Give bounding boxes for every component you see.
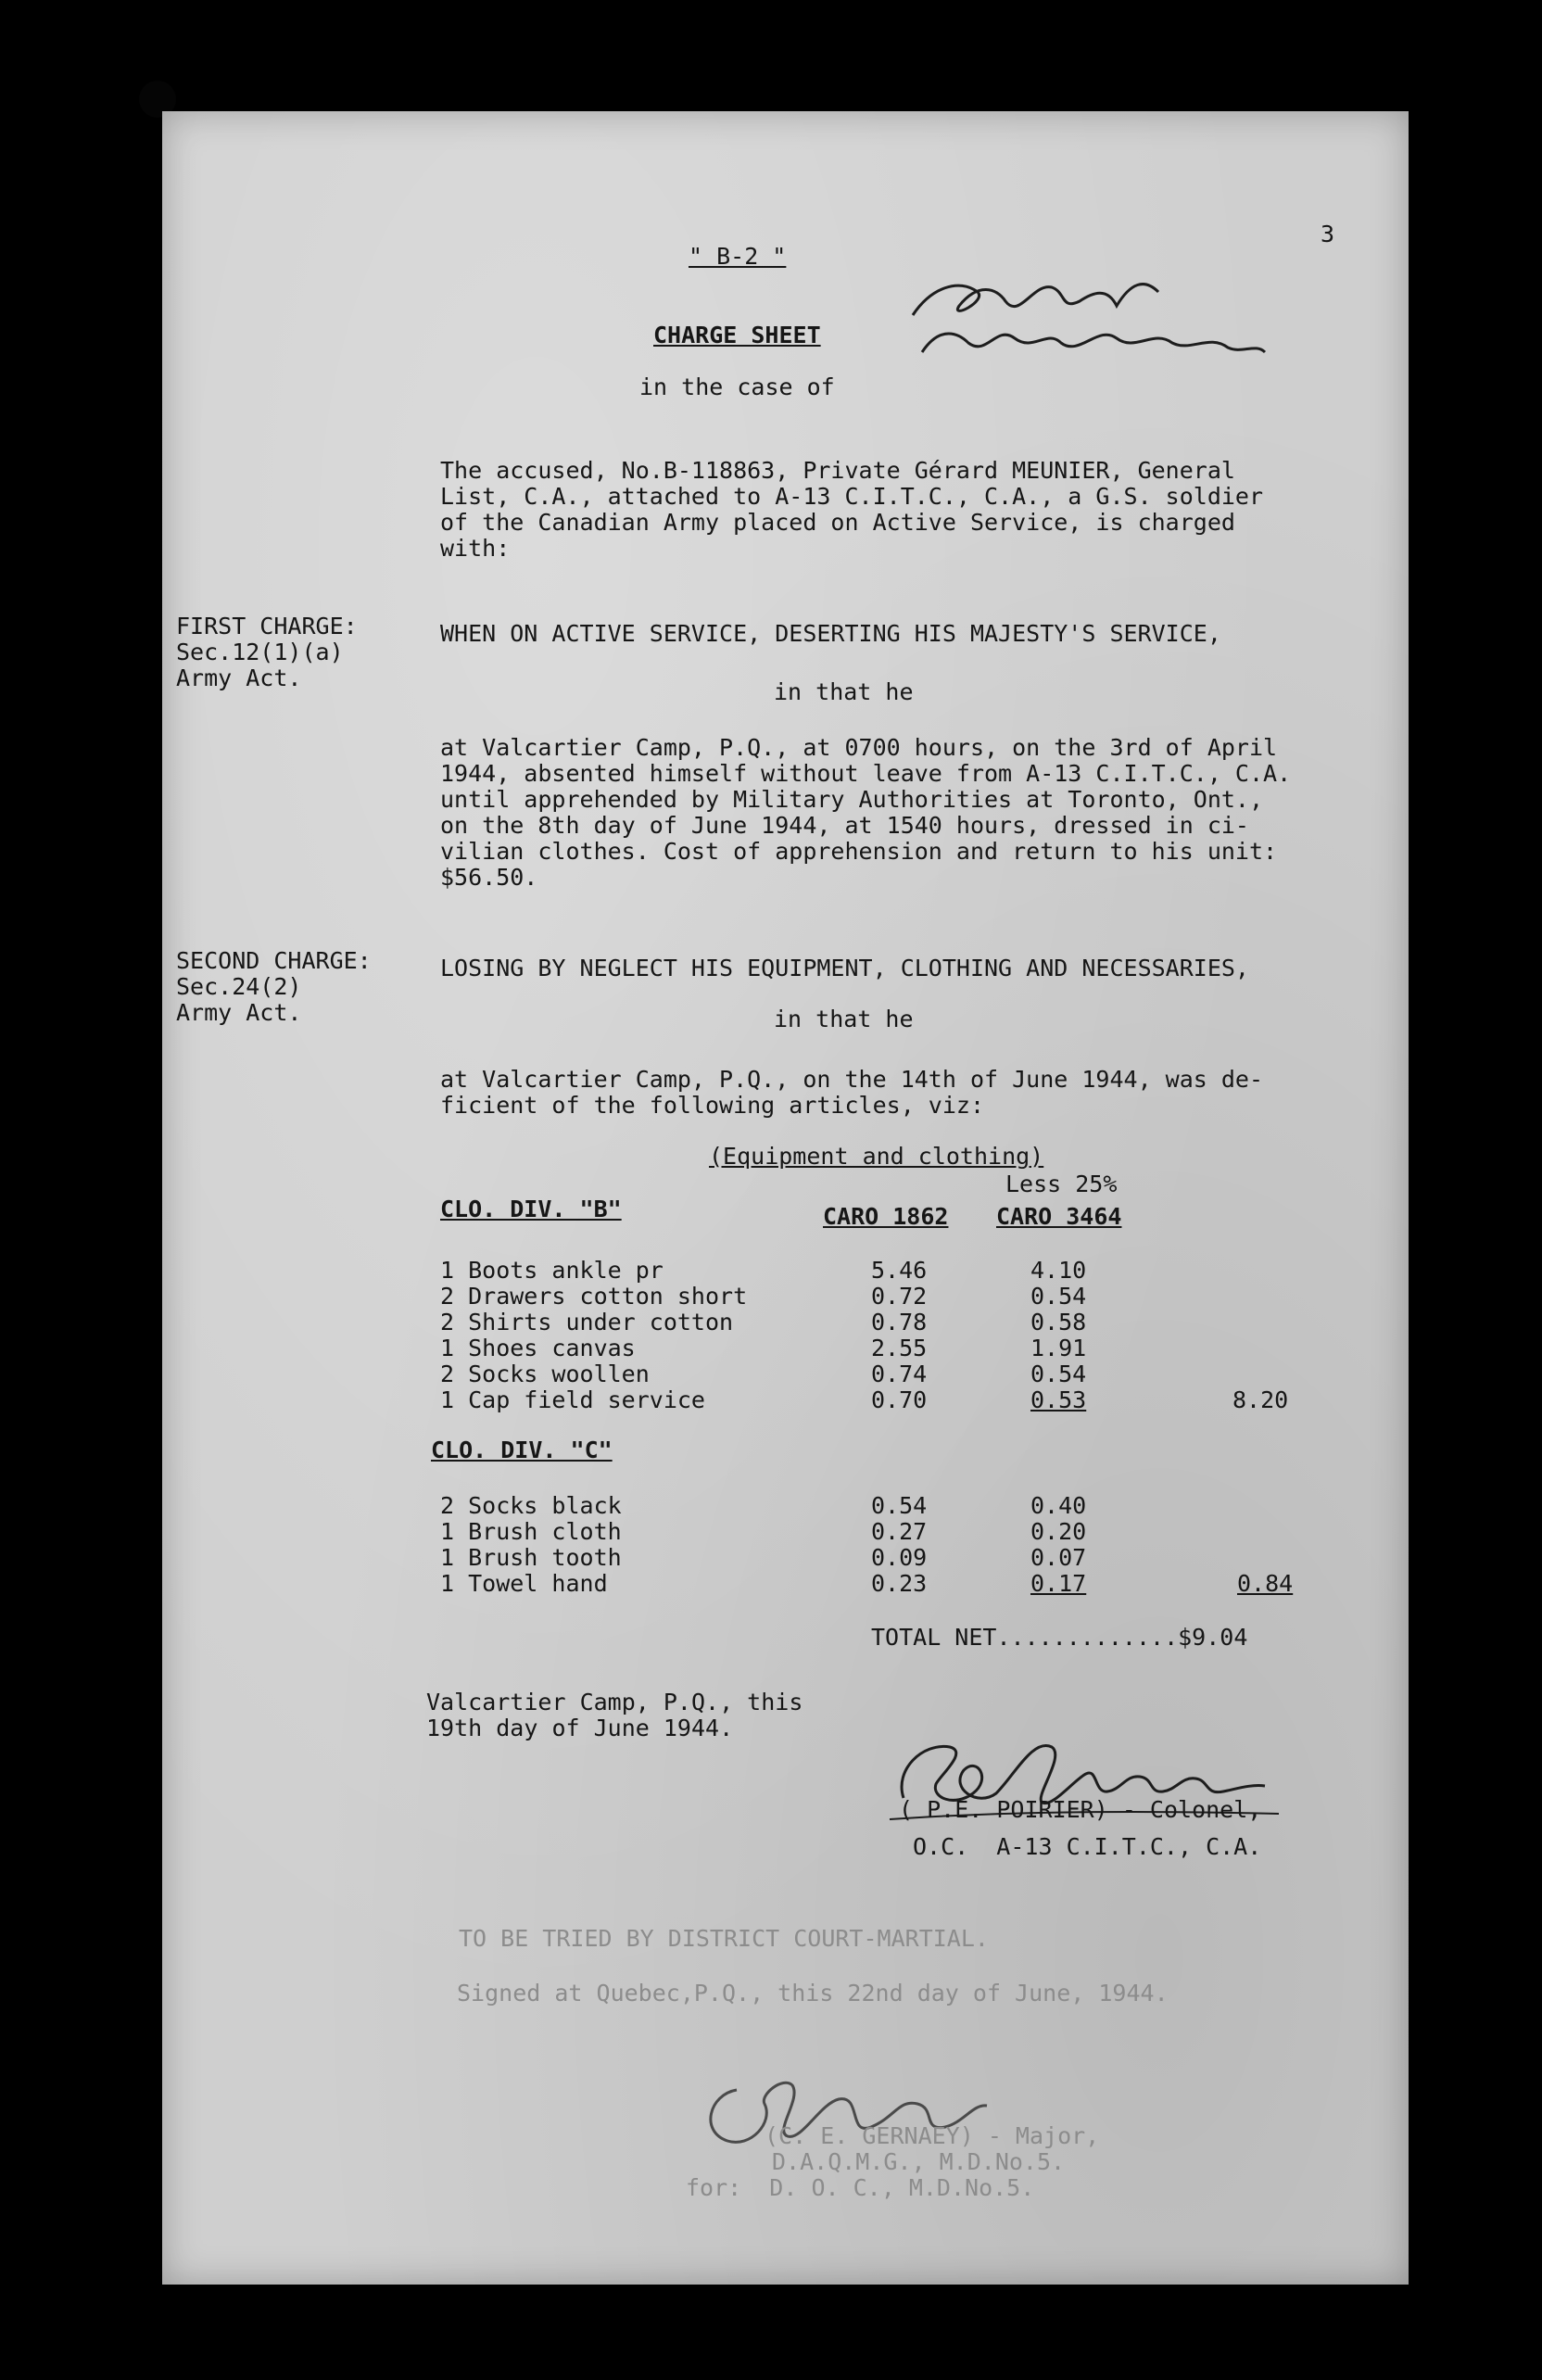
first-charge-label: FIRST CHARGE:: [176, 613, 358, 639]
division-c-header: CLO. DIV. "C": [431, 1437, 613, 1463]
item-description: 1 Towel hand: [440, 1570, 608, 1597]
major-signatory-name: (C. E. GERNAEY) - Major,: [765, 2122, 1100, 2149]
item-caro-1862: 2.55: [871, 1335, 928, 1361]
document-subtitle: in the case of: [639, 373, 835, 400]
item-caro-3464: 4.10: [1030, 1257, 1087, 1284]
column-caro-1862: CARO 1862: [823, 1203, 949, 1230]
division-c-subtotal: 0.84: [1237, 1570, 1294, 1597]
item-caro-3464: 0.40: [1030, 1492, 1087, 1519]
item-caro-1862: 0.27: [871, 1518, 928, 1545]
second-charge-act: Army Act.: [176, 999, 302, 1026]
item-caro-3464: 0.17: [1030, 1570, 1087, 1597]
first-charge-line: on the 8th day of June 1944, at 1540 hours, dressed in ci-: [440, 812, 1249, 839]
intro-line: The accused, No.B-118863, Private Gérard MEUNIER, General: [440, 457, 1235, 484]
item-caro-3464: 0.07: [1030, 1544, 1087, 1571]
item-description: 2 Socks woollen: [440, 1361, 650, 1387]
document-title: CHARGE SHEET: [653, 322, 821, 348]
place-date-line: Valcartier Camp, P.Q., this: [426, 1689, 803, 1715]
charge-sheet-page: [162, 111, 1409, 2285]
page-number: 3: [1321, 221, 1335, 247]
item-caro-3464: 0.53: [1030, 1386, 1087, 1413]
trial-note: TO BE TRIED BY DISTRICT COURT-MARTIAL.: [459, 1925, 989, 1952]
colonel-signatory-name: ( P.E. POIRIER) - Colonel,: [899, 1796, 1262, 1823]
intro-line: List, C.A., attached to A-13 C.I.T.C., C.A., a G.S. soldier: [440, 483, 1264, 510]
first-charge-in-that: in that he: [774, 678, 914, 705]
item-description: 2 Socks black: [440, 1492, 622, 1519]
column-caro-3464: CARO 3464: [996, 1203, 1122, 1230]
item-caro-3464: 0.54: [1030, 1361, 1087, 1387]
item-caro-3464: 0.20: [1030, 1518, 1087, 1545]
signed-note: Signed at Quebec,P.Q., this 22nd day of June, 1944.: [457, 1980, 1169, 2007]
second-charge-section: Sec.24(2): [176, 973, 302, 1000]
division-b-subtotal: 8.20: [1232, 1386, 1289, 1413]
item-caro-1862: 5.46: [871, 1257, 928, 1284]
first-charge-act: Army Act.: [176, 665, 302, 691]
intro-line: with:: [440, 535, 511, 562]
item-caro-1862: 0.09: [871, 1544, 928, 1571]
item-description: 1 Shoes canvas: [440, 1335, 636, 1361]
item-caro-3464: 0.58: [1030, 1309, 1087, 1336]
first-charge-line: $56.50.: [440, 864, 538, 891]
item-description: 1 Brush tooth: [440, 1544, 622, 1571]
intro-line: of the Canadian Army placed on Active Service, is charged: [440, 509, 1235, 536]
articles-caption: (Equipment and clothing): [709, 1143, 1044, 1170]
first-charge-heading: WHEN ON ACTIVE SERVICE, DESERTING HIS MAJESTY'S SERVICE,: [440, 620, 1221, 647]
item-caro-1862: 0.74: [871, 1361, 928, 1387]
handwritten-annotation: [894, 250, 1283, 371]
item-caro-3464: 1.91: [1030, 1335, 1087, 1361]
major-signatory-title: D.A.Q.M.G., M.D.No.5.: [772, 2148, 1066, 2175]
item-caro-1862: 0.78: [871, 1309, 928, 1336]
second-charge-label: SECOND CHARGE:: [176, 947, 372, 974]
second-charge-line: ficient of the following articles, viz:: [440, 1092, 984, 1119]
item-description: 1 Boots ankle pr: [440, 1257, 664, 1284]
second-charge-in-that: in that he: [774, 1006, 914, 1032]
major-signatory-for: for: D. O. C., M.D.No.5.: [686, 2174, 1035, 2201]
form-id: " B-2 ": [689, 243, 787, 270]
first-charge-line: at Valcartier Camp, P.Q., at 0700 hours, on the 3rd of April: [440, 734, 1278, 761]
division-b-header: CLO. DIV. "B": [440, 1196, 622, 1222]
item-caro-1862: 0.72: [871, 1283, 928, 1310]
second-charge-line: at Valcartier Camp, P.Q., on the 14th of June 1944, was de-: [440, 1066, 1264, 1093]
first-charge-line: 1944, absented himself without leave from A-13 C.I.T.C., C.A.: [440, 760, 1292, 787]
item-caro-1862: 0.54: [871, 1492, 928, 1519]
item-caro-1862: 0.70: [871, 1386, 928, 1413]
second-charge-heading: LOSING BY NEGLECT HIS EQUIPMENT, CLOTHING AND NECESSARIES,: [440, 955, 1249, 981]
total-net: TOTAL NET.............$9.04: [871, 1624, 1248, 1651]
place-date-line: 19th day of June 1944.: [426, 1715, 734, 1741]
item-description: 1 Cap field service: [440, 1386, 705, 1413]
first-charge-line: vilian clothes. Cost of apprehension and return to his unit:: [440, 838, 1278, 865]
colonel-signatory-title: O.C. A-13 C.I.T.C., C.A.: [913, 1833, 1262, 1860]
item-caro-1862: 0.23: [871, 1570, 928, 1597]
item-description: 1 Brush cloth: [440, 1518, 622, 1545]
first-charge-line: until apprehended by Military Authorities at Toronto, Ont.,: [440, 786, 1264, 813]
item-description: 2 Shirts under cotton: [440, 1309, 734, 1336]
item-caro-3464: 0.54: [1030, 1283, 1087, 1310]
first-charge-section: Sec.12(1)(a): [176, 639, 344, 665]
less-25-label: Less 25%: [1005, 1171, 1118, 1197]
item-description: 2 Drawers cotton short: [440, 1283, 748, 1310]
